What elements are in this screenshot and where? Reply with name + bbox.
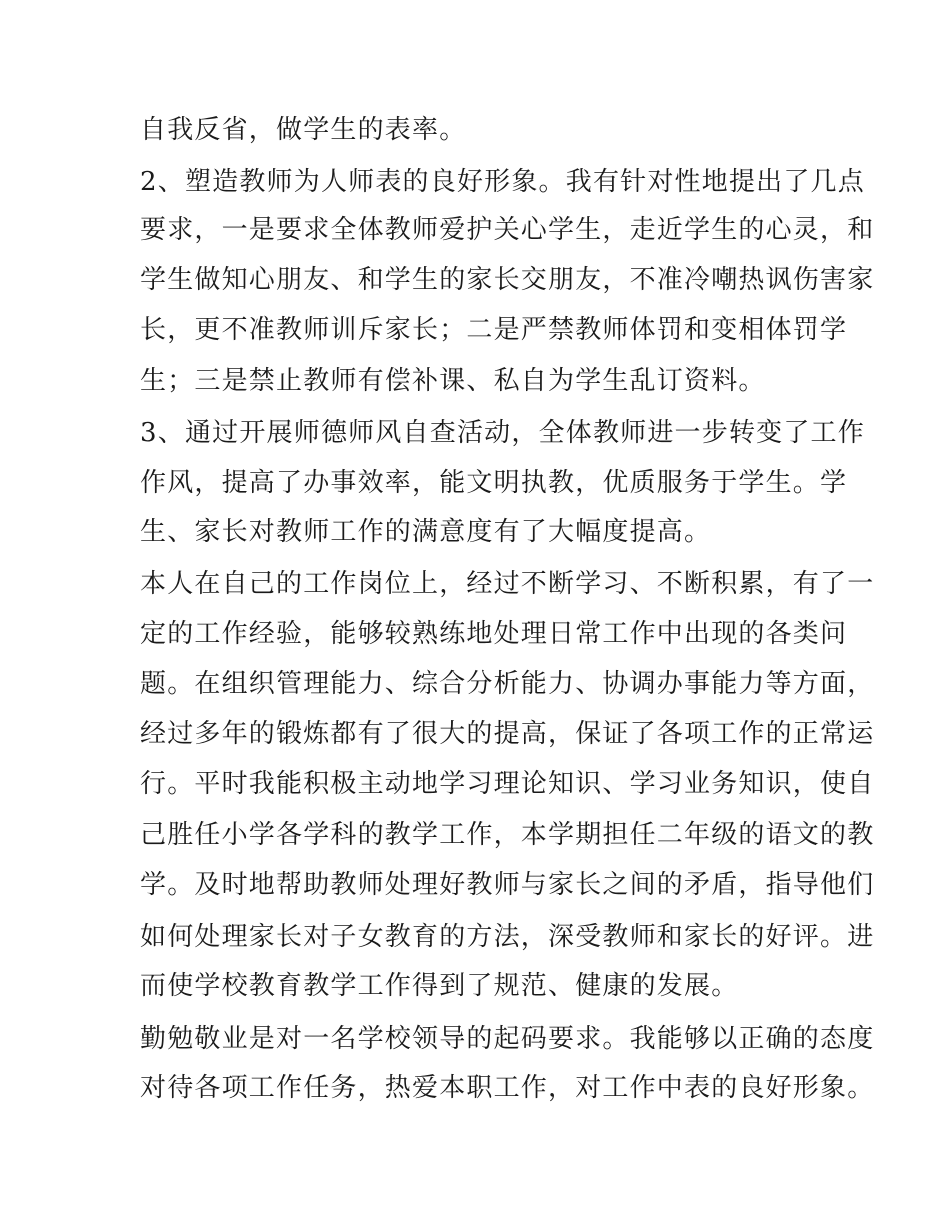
text-line: 己胜任小学各学科的教学工作，本学期担任二年级的语文的教 bbox=[140, 820, 875, 850]
text-line: 自我反省，做学生的表率。 bbox=[140, 115, 467, 145]
text-line: 长，更不准教师训斥家长；二是严禁教师体罚和变相体罚学 bbox=[140, 315, 848, 345]
text-line: 勤勉敬业是对一名学校领导的起码要求。我能够以正确的态度 bbox=[140, 1024, 875, 1054]
text-line: 2、塑造教师为人师表的良好形象。我有针对性地提出了几点 bbox=[140, 167, 865, 197]
text-line: 定的工作经验，能够较熟练地处理日常工作中出现的各类问 bbox=[140, 619, 848, 649]
text-line: 要求，一是要求全体教师爱护关心学生，走近学生的心灵，和 bbox=[140, 215, 875, 245]
text-line: 学。及时地帮助教师处理好教师与家长之间的矛盾，指导他们 bbox=[140, 870, 875, 900]
text-line: 题。在组织管理能力、综合分析能力、协调办事能力等方面， bbox=[140, 669, 875, 699]
text-line: 而使学校教育教学工作得到了规范、健康的发展。 bbox=[140, 971, 739, 1001]
text-line: 作风，提高了办事效率，能文明执教，优质服务于学生。学 bbox=[140, 468, 848, 498]
text-line: 生、家长对教师工作的满意度有了大幅度提高。 bbox=[140, 517, 712, 547]
text-line: 对待各项工作任务，热爱本职工作，对工作中表的良好形象。 bbox=[140, 1073, 875, 1103]
text-line: 3、通过开展师德师风自查活动，全体教师进一步转变了工作 bbox=[140, 418, 865, 448]
text-line: 如何处理家长对子女教育的方法，深受教师和家长的好评。进 bbox=[140, 922, 875, 952]
text-line: 生；三是禁止教师有偿补课、私自为学生乱订资料。 bbox=[140, 366, 766, 396]
text-line: 本人在自己的工作岗位上，经过不断学习、不断积累，有了一 bbox=[140, 569, 875, 599]
text-line: 行。平时我能积极主动地学习理论知识、学习业务知识，使自 bbox=[140, 769, 875, 799]
text-line: 学生做知心朋友、和学生的家长交朋友，不准冷嘲热讽伤害家 bbox=[140, 265, 875, 295]
text-line: 经过多年的锻炼都有了很大的提高，保证了各项工作的正常运 bbox=[140, 719, 875, 749]
